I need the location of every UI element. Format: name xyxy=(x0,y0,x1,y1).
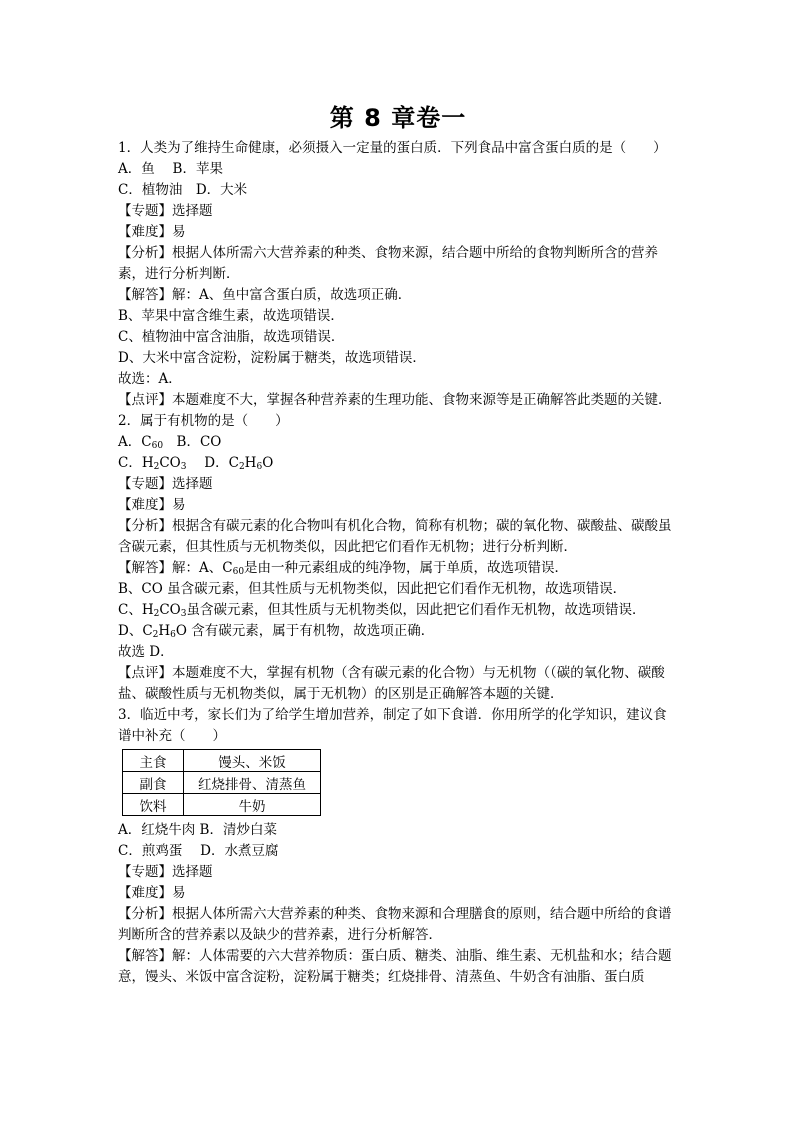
menu-category: 主食 xyxy=(123,750,184,772)
q2-analysis: 【分析】根据含有碳元素的化合物叫有机化合物，简称有机物；碳的氧化物、碳酸盐、碳酸虽含碳元素，但其性质与无机物类似，因此把它们看作无机物；进行分析判断． xyxy=(118,518,672,555)
menu-table xyxy=(122,749,321,816)
q3-analysis: 【分析】根据人体所需六大营养素的种类、食物来源和合理膳食的原则，结合题中所给的食谱判断所含的营养素以及缺少的营养素，进行分析解答． xyxy=(118,906,672,943)
q1-solution-d: D、大米中富含淀粉，淀粉属于糖类，故选项错误． xyxy=(118,350,426,366)
q2-solution-b: B、CO 虽含碳元素，但其性质与无机物类似，因此把它们看作无机物，故选项错误． xyxy=(118,581,627,597)
q1-solution: 【解答】解：A、鱼中富含蛋白质，故选项正确． xyxy=(118,287,412,303)
q3-stem: 3．临近中考，家长们为了给学生增加营养，制定了如下食谱．你用所学的化学知识，建议食谱中补充（ ） xyxy=(118,707,667,744)
q1-comment: 【点评】本题难度不大，掌握各种营养素的生理功能、食物来源等是正确解答此类题的关键． xyxy=(118,392,672,408)
table-row xyxy=(123,794,321,816)
q2-options-cd: C．$H_2CO_3$ D．$C_2H_6O$ xyxy=(118,455,274,472)
q2-difficulty: 【难度】易 xyxy=(118,497,186,513)
q1-solution-b: B、苹果中富含维生素，故选项错误． xyxy=(118,308,344,324)
table-row xyxy=(123,750,321,772)
q2-solution-c: C、$H_2CO_3$虽含碳元素，但其性质与无机物类似，因此把它们看作无机物，故选项错误． xyxy=(118,602,646,619)
q1-topic: 【专题】选择题 xyxy=(118,203,213,219)
q1-options-ab: A．鱼 B．苹果 xyxy=(118,161,223,177)
q2-solution-d: D、$C_2H_6O$ 含有碳元素，属于有机物，故选项正确． xyxy=(118,623,435,640)
menu-category: 副食 xyxy=(123,772,184,794)
q2-comment: 【点评】本题难度不大，掌握有机物（含有碳元素的化合物）与无机物（（碳的氧化物、碳酸盐、碳酸性质与无机物类似，属于无机物）的区别是正确解答本题的关键． xyxy=(118,665,665,702)
q1-solution-c: C、植物油中富含油脂，故选项错误． xyxy=(118,329,345,345)
q3-topic: 【专题】选择题 xyxy=(118,864,213,880)
q3-options-cd: C．煎鸡蛋 D．水煮豆腐 xyxy=(118,843,279,859)
q3-options-ab: A．红烧牛肉 B．清炒白菜 xyxy=(118,822,277,838)
q1-stem: 1．人类为了维持生命健康，必须摄入一定量的蛋白质．下列食品中富含蛋白质的是（ ） xyxy=(118,140,667,156)
menu-category: 饮料 xyxy=(123,794,184,816)
q2-topic: 【专题】选择题 xyxy=(118,476,213,492)
q1-analysis: 【分析】根据人体所需六大营养素的种类、食物来源，结合题中所给的食物判断所含的营养素，进行分析判断． xyxy=(118,245,658,282)
q1-options-cd: C．植物油 D．大米 xyxy=(118,182,248,198)
document-page xyxy=(118,100,678,988)
q1-answer: 故选：A． xyxy=(118,371,182,387)
q2-solution: 【解答】解：A、$C_{60}$是由一种元素组成的纯净物，属于单质，故选项错误． xyxy=(118,560,569,577)
q2-answer: 故选 D． xyxy=(118,644,174,660)
q3-solution: 【解答】解：人体需要的六大营养物质：蛋白质、糖类、油脂、维生素、无机盐和水；结合题意，馒头、米饭中富含淀粉，淀粉属于糖类；红烧排骨、清蒸鱼、牛奶含有油脂、蛋白质 xyxy=(118,948,672,985)
q3-difficulty: 【难度】易 xyxy=(118,885,186,901)
page-title: 第 8 章卷一 xyxy=(329,104,467,132)
menu-items: 牛奶 xyxy=(184,794,321,816)
q2-options-ab: A．$C_{60}$ B．CO xyxy=(118,434,222,451)
menu-items: 红烧排骨、清蒸鱼 xyxy=(184,772,321,794)
menu-items: 馒头、米饭 xyxy=(184,750,321,772)
q2-stem: 2．属于有机物的是（ ） xyxy=(118,413,289,429)
q1-difficulty: 【难度】易 xyxy=(118,224,186,240)
table-row xyxy=(123,772,321,794)
